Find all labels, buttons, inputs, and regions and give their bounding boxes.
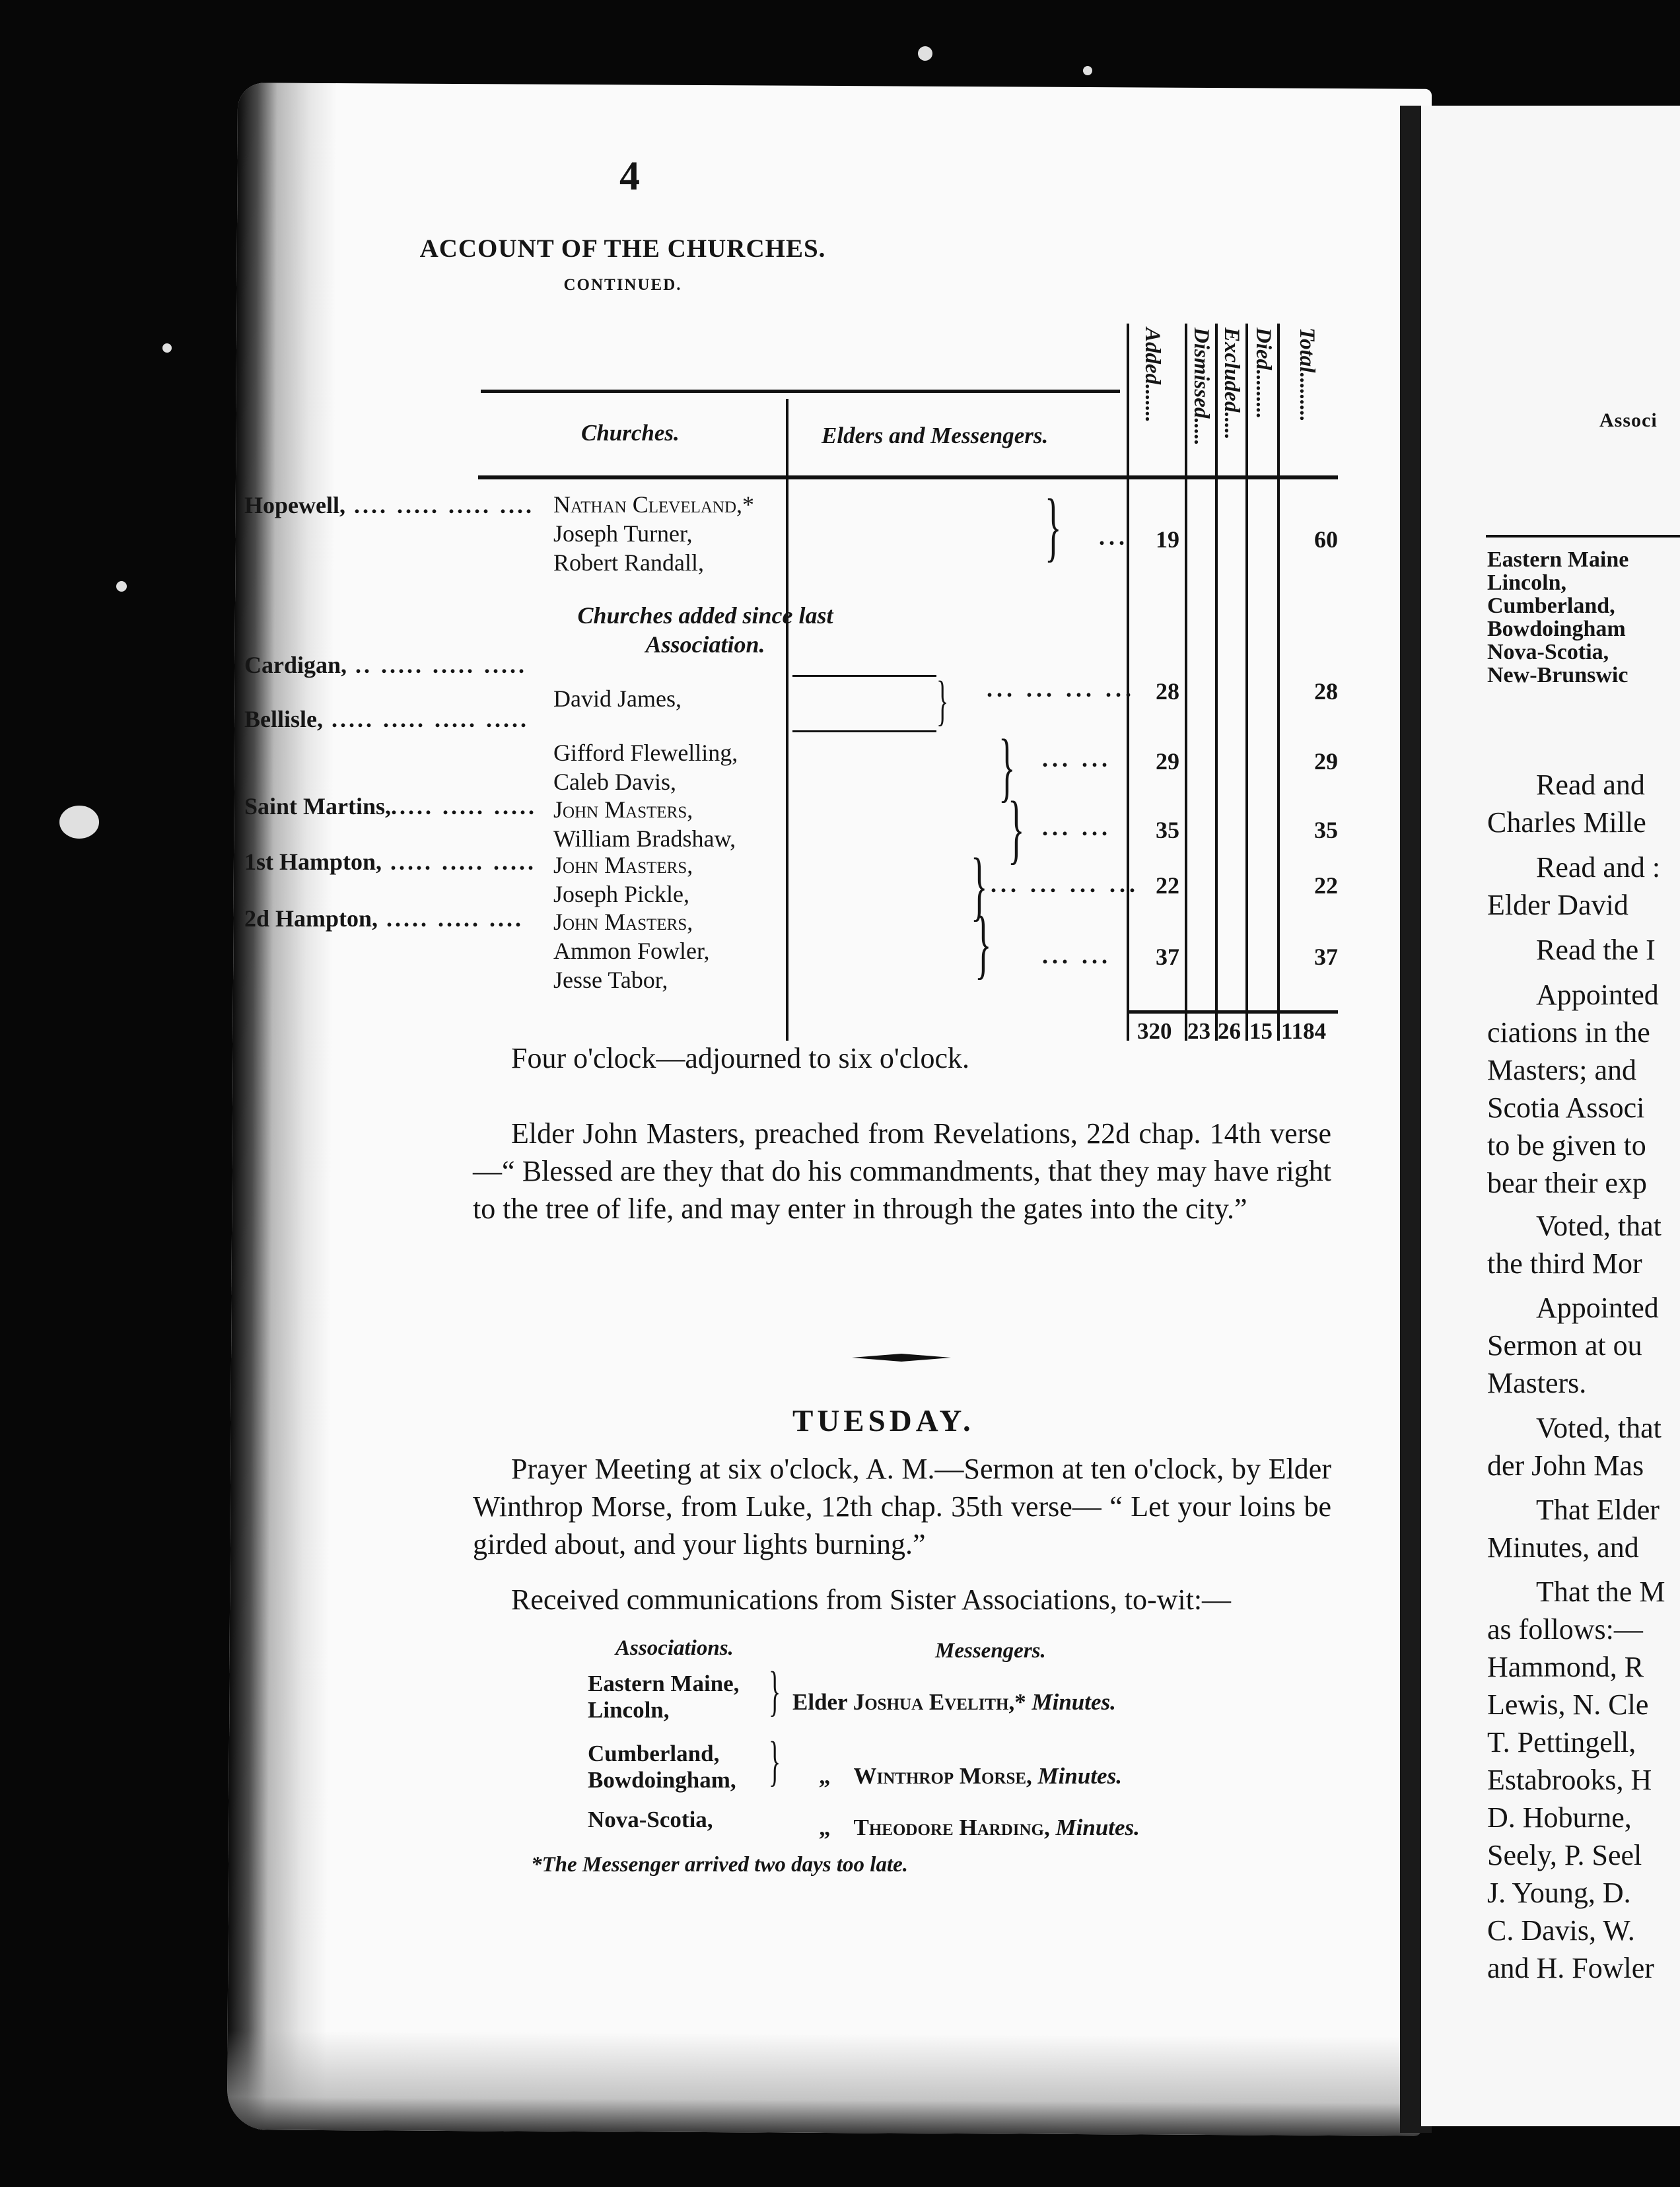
scan-speck xyxy=(918,46,932,61)
elders-list: John Masters, William Bradshaw, xyxy=(553,796,736,852)
scan-speck xyxy=(116,581,127,592)
para-received: Received communications from Sister Associations, to-wit:— xyxy=(511,1583,1232,1616)
church-name: Saint Martins,..... ..... ..... xyxy=(244,793,538,819)
ellipsis: ... ... xyxy=(1042,814,1111,841)
col-head-excluded: Excluded..... xyxy=(1220,328,1243,440)
elders-list: Nathan Cleveland,* Joseph Turner, Robert Randall, xyxy=(553,491,755,576)
scan-speck xyxy=(1083,66,1092,75)
right-line: Read and : xyxy=(1536,851,1661,884)
right-line: Appointed xyxy=(1536,1292,1659,1324)
footnote: *The Messenger arrived two days too late. xyxy=(531,1853,909,1877)
assoc-names: Cumberland, Bowdoingham, xyxy=(588,1741,736,1793)
right-list-item: New-Brunswic xyxy=(1487,663,1628,687)
col-head-died: Died......... xyxy=(1251,328,1275,419)
right-line: Read the I xyxy=(1536,934,1656,966)
right-line: C. Davis, W. xyxy=(1487,1914,1635,1947)
total-value: 28 xyxy=(1314,678,1338,705)
right-line: Charles Mille xyxy=(1487,806,1646,839)
brace: } xyxy=(975,900,992,987)
col-head-dismissed: Dismissed..... xyxy=(1189,328,1213,446)
total-excluded: 26 xyxy=(1218,1018,1241,1044)
right-line: to be given to xyxy=(1487,1129,1646,1162)
total-total: 1184 xyxy=(1281,1018,1327,1044)
heading-tuesday: TUESDAY. xyxy=(792,1404,975,1438)
right-list-item: Eastern Maine xyxy=(1487,547,1629,572)
table-total-rule xyxy=(1128,1010,1338,1014)
right-line: J. Young, D. xyxy=(1487,1877,1631,1909)
right-line: ciations in the xyxy=(1487,1016,1650,1049)
assoc-messenger: „ Theodore Harding, Minutes. xyxy=(819,1815,1140,1840)
scan-speck xyxy=(59,806,99,839)
church-name: Hopewell, .... ..... ..... .... xyxy=(244,492,534,518)
table-title: ACCOUNT OF THE CHURCHES. xyxy=(419,234,826,263)
added-value: 29 xyxy=(1156,748,1179,775)
right-line: Appointed xyxy=(1536,979,1659,1011)
col-head-total: Total......... xyxy=(1295,328,1319,422)
brace: } xyxy=(769,1731,781,1792)
divider-added-right xyxy=(1185,324,1187,1041)
right-line: D. Hoburne, xyxy=(1487,1801,1632,1834)
col-head-added: Added....... xyxy=(1140,328,1164,423)
divider-churches xyxy=(786,399,788,1041)
ellipsis: ... xyxy=(1099,524,1129,550)
messengers-head: Messengers. xyxy=(935,1639,1046,1663)
right-line: bear their exp xyxy=(1487,1167,1647,1199)
church-name: Bellisle, ..... ..... ..... ..... xyxy=(244,706,529,732)
right-line: Masters. xyxy=(1487,1367,1587,1399)
right-line: Lewis, N. Cle xyxy=(1487,1688,1649,1721)
ellipsis: ... ... xyxy=(1042,942,1111,969)
total-value: 22 xyxy=(1314,872,1338,899)
para-sermon: Elder John Masters, preached from Revelations, 22d chap. 14th verse—“ Blessed are they that do his commandments, that they may have right to the tree of life, and may enter in through the gates into the city.” xyxy=(473,1117,1331,1225)
added-since-note: Churches added since last Association. xyxy=(577,602,833,658)
assoc-names: Nova-Scotia, xyxy=(588,1807,713,1832)
right-list-item: Cumberland, xyxy=(1487,594,1615,618)
right-line: Voted, that xyxy=(1536,1412,1662,1444)
col-head-elders: Elders and Messengers. xyxy=(822,423,1049,448)
short-rule xyxy=(792,675,936,677)
section-ornament xyxy=(852,1352,951,1363)
right-line: That the M xyxy=(1536,1576,1665,1608)
church-name: 2d Hampton, ..... ..... .... xyxy=(244,905,524,932)
right-line: and H. Fowler xyxy=(1487,1952,1654,1984)
right-page xyxy=(1421,106,1680,2126)
right-line: Estabrooks, H xyxy=(1487,1764,1652,1796)
para-adjourned: Four o'clock—adjourned to six o'clock. xyxy=(511,1042,970,1074)
right-line: Sermon at ou xyxy=(1487,1329,1642,1362)
added-value: 28 xyxy=(1156,678,1179,705)
total-died: 15 xyxy=(1249,1018,1273,1044)
table-head-rule xyxy=(478,475,1338,479)
added-value: 37 xyxy=(1156,944,1179,970)
right-line: Hammond, R xyxy=(1487,1651,1644,1683)
ellipsis: ... ... xyxy=(1042,746,1111,772)
brace: } xyxy=(971,842,988,928)
brace: } xyxy=(998,723,1016,810)
right-line: Elder David xyxy=(1487,889,1628,921)
assoc-messenger: „ Winthrop Morse, Minutes. xyxy=(819,1763,1122,1789)
total-added: 320 xyxy=(1137,1018,1172,1044)
right-line: Seely, P. Seel xyxy=(1487,1839,1642,1871)
brace: } xyxy=(1008,785,1025,872)
total-value: 29 xyxy=(1314,748,1338,775)
right-line: as follows:— xyxy=(1487,1613,1643,1646)
total-value: 35 xyxy=(1314,817,1338,843)
table-top-rule xyxy=(481,390,1120,393)
assoc-names: Eastern Maine, Lincoln, xyxy=(588,1671,740,1723)
right-line: Read and xyxy=(1536,769,1645,801)
brace: } xyxy=(1045,483,1062,569)
right-page-rule xyxy=(1486,535,1680,538)
right-line: the third Mor xyxy=(1487,1247,1642,1280)
right-list-item: Bowdoingham xyxy=(1487,617,1626,641)
assoc-head: Associations. xyxy=(615,1636,734,1660)
brace: } xyxy=(936,670,949,732)
para-prayer: Prayer Meeting at six o'clock, A. M.—Sermon at ten o'clock, by Elder Winthrop Morse, from Luke, 12th chap. 35th verse— “ Let your loins be girded about, and your lights burning.” xyxy=(473,1453,1331,1560)
assoc-messenger: Elder Joshua Evelith,* Minutes. xyxy=(792,1689,1116,1715)
scan-speck xyxy=(162,343,172,353)
elders-list: John Masters, Joseph Pickle, xyxy=(553,852,693,907)
right-line: der John Mas xyxy=(1487,1449,1644,1482)
ellipsis: ... ... ... ... xyxy=(987,676,1135,702)
total-value: 60 xyxy=(1314,526,1338,553)
right-line: Masters; and xyxy=(1487,1054,1637,1086)
divider-died-right xyxy=(1277,324,1280,1041)
right-line: T. Pettingell, xyxy=(1487,1726,1636,1758)
col-head-churches: Churches. xyxy=(581,420,680,446)
right-line: That Elder xyxy=(1536,1494,1660,1526)
divider-dismissed-right xyxy=(1215,324,1218,1041)
right-page-heading: Associ xyxy=(1599,409,1658,431)
total-dismissed: 23 xyxy=(1187,1018,1210,1044)
church-name: Cardigan, .. ..... ..... ..... xyxy=(244,652,528,678)
right-line: Minutes, and xyxy=(1487,1531,1639,1564)
divider-excluded-right xyxy=(1245,324,1248,1041)
elders-list: John Masters, Ammon Fowler, Jesse Tabor, xyxy=(553,909,710,993)
added-value: 19 xyxy=(1156,526,1179,553)
table-subtitle: CONTINUED. xyxy=(563,276,682,294)
short-rule xyxy=(792,730,936,732)
right-list-item: Nova-Scotia, xyxy=(1487,640,1609,664)
added-value: 22 xyxy=(1156,872,1179,899)
elders-list: Gifford Flewelling, Caleb Davis, xyxy=(553,740,738,795)
elders-list: David James, xyxy=(553,685,682,712)
right-list-item: Lincoln, xyxy=(1487,571,1566,595)
page-number: 4 xyxy=(619,154,640,199)
right-line: Scotia Associ xyxy=(1487,1092,1645,1124)
right-line: Voted, that xyxy=(1536,1210,1662,1242)
total-value: 37 xyxy=(1314,944,1338,970)
church-name: 1st Hampton, ..... ..... ..... xyxy=(244,849,537,875)
ellipsis: ... ... ... ... xyxy=(991,871,1139,897)
brace: } xyxy=(769,1661,781,1722)
added-value: 35 xyxy=(1156,817,1179,843)
